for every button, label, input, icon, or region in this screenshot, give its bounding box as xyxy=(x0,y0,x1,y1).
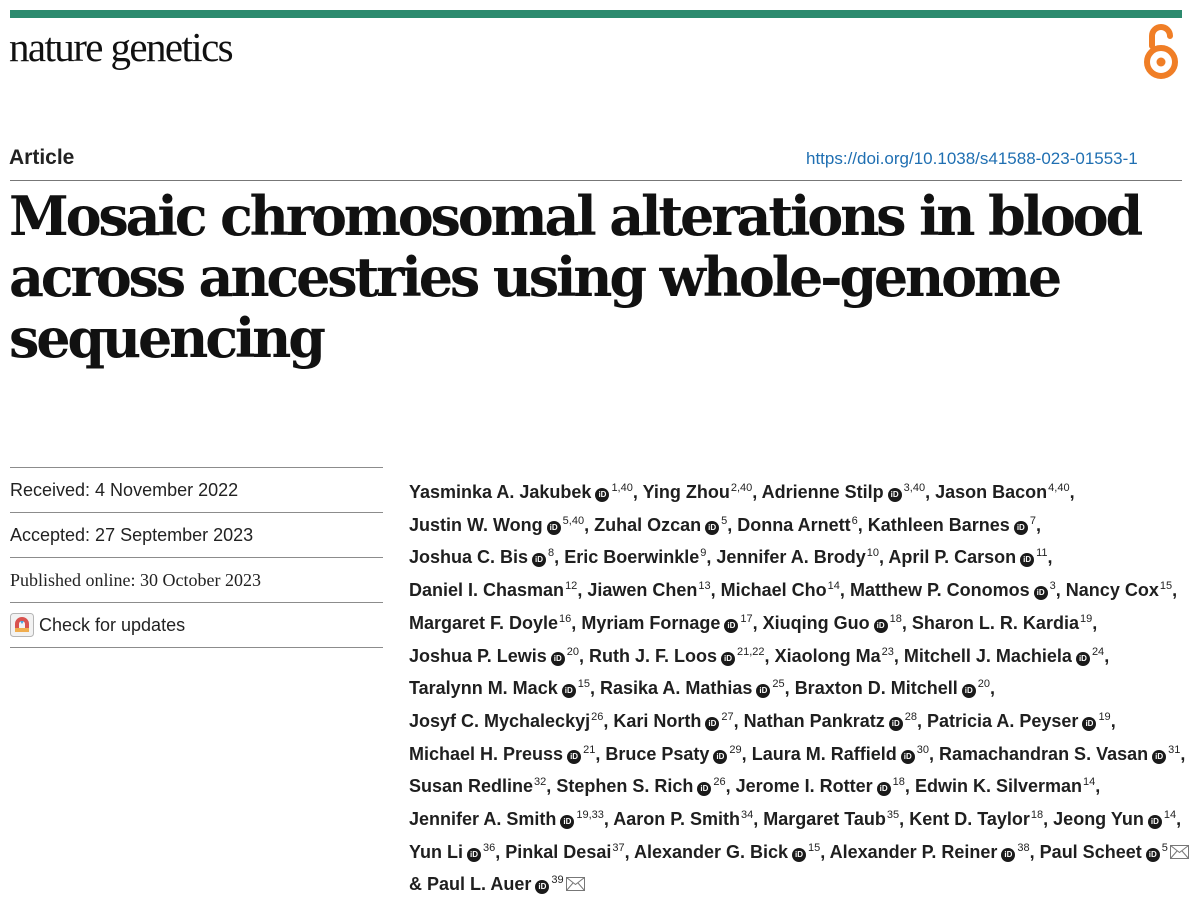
affiliation-marker[interactable]: 37 xyxy=(612,841,625,854)
author-entry xyxy=(587,580,715,600)
open-access-lock-icon[interactable] xyxy=(1141,22,1181,82)
author-entry xyxy=(643,482,758,502)
author-entry xyxy=(409,515,589,535)
article-type: Article xyxy=(9,146,75,169)
check-for-updates-label: Check for updates xyxy=(39,614,186,635)
affiliation-marker[interactable]: 21,22 xyxy=(737,645,765,658)
author-entry xyxy=(736,776,910,796)
author-separator: , xyxy=(1047,547,1053,568)
author-separator: , xyxy=(725,776,731,797)
affiliation-marker[interactable]: 13 xyxy=(698,580,711,593)
author-name[interactable]: Margaret F. Doyle xyxy=(409,612,559,633)
author-entry xyxy=(409,646,584,666)
orcid-icon[interactable]: iD xyxy=(697,782,711,796)
author-separator: , xyxy=(577,580,583,601)
affiliation-marker[interactable]: 15 xyxy=(808,841,821,854)
author-separator: , xyxy=(753,809,759,830)
affiliation-marker[interactable]: 24 xyxy=(1091,645,1105,658)
author-name[interactable]: Patricia A. Peyser xyxy=(927,710,1079,731)
email-icon[interactable] xyxy=(1170,845,1189,859)
affiliation-marker[interactable]: 19 xyxy=(1079,612,1093,625)
author-separator: , xyxy=(571,612,577,633)
author-name[interactable]: Mitchell J. Machiela xyxy=(903,645,1072,666)
author-separator: , xyxy=(603,710,609,731)
orcid-icon[interactable]: iD xyxy=(532,553,546,567)
author-separator: , xyxy=(879,547,885,568)
author-entry xyxy=(909,809,1048,829)
author-separator: , xyxy=(495,841,501,862)
author-separator: , xyxy=(916,710,922,731)
author-entry xyxy=(427,874,585,894)
author-name[interactable]: Margaret Taub xyxy=(763,809,886,830)
orcid-icon[interactable]: iD xyxy=(547,521,561,535)
author-entry xyxy=(613,711,738,731)
doi-link[interactable]: https://doi.org/10.1038/s41588-023-01553-1 xyxy=(806,149,1138,168)
author-name[interactable]: Kathleen Barnes xyxy=(867,514,1010,535)
author-entry xyxy=(589,646,770,666)
author-entry xyxy=(716,547,884,567)
author-separator: , xyxy=(928,743,934,764)
affiliation-marker[interactable]: 35 xyxy=(886,809,900,822)
author-separator: , xyxy=(706,547,712,568)
author-separator: , xyxy=(925,482,931,502)
affiliation-marker[interactable]: 38 xyxy=(1017,841,1030,854)
author-separator: , xyxy=(820,841,826,862)
author-entry xyxy=(737,515,862,535)
author-entry xyxy=(409,711,608,731)
author-separator: , xyxy=(727,514,733,535)
author-entry xyxy=(1040,842,1189,862)
author-name[interactable]: Yasminka A. Jakubek xyxy=(409,482,592,502)
author-name[interactable]: Jennifer A. Smith xyxy=(409,809,557,830)
author-separator: , xyxy=(752,612,758,633)
orcid-icon[interactable]: iD xyxy=(562,684,576,698)
author-name[interactable]: Paul L. Auer xyxy=(427,874,532,895)
author-entry xyxy=(775,646,899,666)
author-entry xyxy=(912,613,1097,633)
published-date: Published online: 30 October 2023 xyxy=(10,557,383,602)
author-name[interactable]: Nancy Cox xyxy=(1065,580,1159,601)
affiliation-marker[interactable]: 34 xyxy=(740,809,754,822)
orcid-icon[interactable]: iD xyxy=(724,619,738,633)
author-separator: , xyxy=(546,776,552,797)
author-name[interactable]: Adrienne Stilp xyxy=(761,482,884,502)
orcid-icon[interactable]: iD xyxy=(560,815,574,829)
author-entry xyxy=(830,842,1035,862)
orcid-icon[interactable]: iD xyxy=(721,652,735,666)
author-name[interactable]: Alexander P. Reiner xyxy=(829,841,998,862)
author-entry xyxy=(721,580,845,600)
affiliation-marker[interactable]: 29 xyxy=(729,743,742,756)
author-separator: , xyxy=(839,580,845,601)
author-separator: , xyxy=(1055,580,1061,601)
affiliation-marker[interactable]: 9 xyxy=(700,547,707,560)
author-name[interactable]: Matthew P. Conomos xyxy=(849,580,1030,601)
author-separator: , xyxy=(624,841,630,862)
author-name[interactable]: Pinkal Desai xyxy=(505,841,612,862)
author-separator: , xyxy=(752,482,758,502)
author-separator: , xyxy=(784,678,790,699)
author-separator: , xyxy=(554,547,560,568)
author-separator: , xyxy=(733,710,739,731)
affiliation-marker[interactable]: 39 xyxy=(551,874,564,887)
author-name[interactable]: Myriam Fornage xyxy=(581,612,721,633)
author-name[interactable]: Michael Cho xyxy=(720,580,827,601)
author-name[interactable]: Bruce Psaty xyxy=(605,743,710,764)
author-name[interactable]: Paul Scheet xyxy=(1039,841,1142,862)
author-entry xyxy=(409,678,595,698)
affiliation-marker[interactable]: 3 xyxy=(1049,580,1056,593)
header-divider xyxy=(10,180,1182,181)
author-name[interactable]: Aaron P. Smith xyxy=(613,809,740,830)
affiliation-marker[interactable]: 14 xyxy=(1163,809,1177,822)
author-name[interactable]: Jerome I. Rotter xyxy=(735,776,873,797)
author-entry xyxy=(1066,580,1177,600)
author-separator: , xyxy=(710,580,716,601)
author-entry xyxy=(409,842,500,862)
author-entry xyxy=(409,776,551,796)
affiliation-marker[interactable]: 27 xyxy=(721,710,734,723)
affiliation-marker[interactable]: 14 xyxy=(827,580,840,593)
affiliation-marker[interactable]: 16 xyxy=(559,612,572,625)
author-name[interactable]: Michael H. Preuss xyxy=(409,743,564,764)
author-name[interactable]: Joshua C. Bis xyxy=(409,547,529,568)
author-entry xyxy=(409,809,609,829)
author-separator: , xyxy=(741,743,747,764)
affiliation-marker[interactable]: 31 xyxy=(1168,743,1181,756)
orcid-icon[interactable]: iD xyxy=(792,848,806,862)
affiliation-marker[interactable]: 30 xyxy=(916,743,929,756)
orcid-icon[interactable]: iD xyxy=(705,717,719,731)
author-entry xyxy=(904,646,1109,666)
author-name[interactable]: Sharon L. R. Kardia xyxy=(911,612,1079,633)
author-entry xyxy=(613,809,758,829)
orcid-icon[interactable]: iD xyxy=(567,750,581,764)
author-name[interactable]: Jennifer A. Brody xyxy=(716,547,866,568)
orcid-icon[interactable]: iD xyxy=(1076,652,1090,666)
author-name[interactable]: Kent D. Taylor xyxy=(909,809,1030,830)
author-name[interactable]: Braxton D. Mitchell xyxy=(794,678,958,699)
email-icon[interactable] xyxy=(566,877,585,891)
author-entry xyxy=(564,547,711,567)
author-entry xyxy=(505,842,629,862)
author-name[interactable]: Nathan Pankratz xyxy=(743,710,885,731)
affiliation-marker[interactable]: 14 xyxy=(1083,776,1096,789)
affiliation-marker[interactable]: 15 xyxy=(1159,580,1173,593)
affiliation-marker[interactable]: 7 xyxy=(1029,514,1036,527)
affiliation-marker[interactable]: 19 xyxy=(1098,710,1111,723)
affiliation-marker[interactable]: 3,40 xyxy=(903,482,926,494)
author-separator: , xyxy=(1110,710,1116,731)
author-separator: , xyxy=(1095,776,1101,797)
orcid-icon[interactable]: iD xyxy=(1152,750,1166,764)
author-separator: , xyxy=(1176,809,1182,830)
author-separator: , xyxy=(989,678,995,699)
author-name[interactable]: Daniel I. Chasman xyxy=(409,580,565,601)
orcid-icon[interactable]: iD xyxy=(877,782,891,796)
author-separator: , xyxy=(603,809,609,830)
author-name[interactable]: Xiaolong Ma xyxy=(774,645,881,666)
author-name[interactable]: Jiawen Chen xyxy=(587,580,698,601)
author-entry xyxy=(927,711,1116,731)
author-separator: , xyxy=(764,645,770,666)
affiliation-marker[interactable]: 20 xyxy=(566,645,579,658)
author-entry xyxy=(409,613,576,633)
author-separator: , xyxy=(1035,514,1041,535)
affiliation-marker[interactable]: 20 xyxy=(977,678,990,691)
affiliation-marker[interactable]: 2,40 xyxy=(730,482,753,494)
author-separator: , xyxy=(632,482,638,502)
author-name[interactable]: Edwin K. Silverman xyxy=(914,776,1082,797)
affiliation-marker[interactable]: 17 xyxy=(740,612,753,625)
orcid-icon[interactable]: iD xyxy=(874,619,888,633)
affiliation-marker[interactable]: 25 xyxy=(772,678,785,691)
affiliation-marker[interactable]: 15 xyxy=(577,678,590,691)
author-entry xyxy=(581,613,757,633)
affiliation-marker[interactable]: 26 xyxy=(713,776,726,789)
orcid-icon[interactable]: iD xyxy=(889,717,903,731)
orcid-icon[interactable]: iD xyxy=(888,488,902,502)
affiliation-marker[interactable]: 11 xyxy=(1036,547,1048,560)
orcid-icon[interactable]: iD xyxy=(962,684,976,698)
author-separator: , xyxy=(589,678,595,699)
affiliation-marker[interactable]: 28 xyxy=(904,710,917,723)
affiliation-marker[interactable]: 23 xyxy=(881,645,894,658)
affiliation-marker[interactable]: 18 xyxy=(892,776,905,789)
affiliation-marker[interactable]: 6 xyxy=(851,514,858,527)
orcid-icon[interactable]: iD xyxy=(1082,717,1096,731)
author-entry xyxy=(888,547,1052,567)
accepted-date: Accepted: 27 September 2023 xyxy=(10,512,383,557)
author-entry xyxy=(409,482,638,502)
author-separator: , xyxy=(899,809,905,830)
affiliation-marker[interactable]: 21 xyxy=(583,743,596,756)
author-name[interactable]: Justin W. Wong xyxy=(409,514,543,535)
author-entry xyxy=(556,776,730,796)
author-entry xyxy=(868,515,1041,535)
author-entry xyxy=(795,678,995,698)
affiliation-marker[interactable]: 1,40 xyxy=(611,482,633,494)
author-separator: , xyxy=(904,776,910,797)
author-separator: , xyxy=(893,645,899,666)
orcid-icon[interactable]: iD xyxy=(1146,848,1160,862)
author-entry xyxy=(935,482,1074,502)
affiliation-marker[interactable]: 12 xyxy=(565,580,578,593)
author-entry xyxy=(409,744,600,764)
author-entry xyxy=(605,744,746,764)
affiliation-marker[interactable]: 32 xyxy=(534,776,547,789)
author-name[interactable]: Donna Arnett xyxy=(737,514,851,535)
publication-history xyxy=(10,467,383,648)
author-entry xyxy=(762,482,930,502)
orcid-icon[interactable]: iD xyxy=(1148,815,1162,829)
author-name[interactable]: Stephen S. Rich xyxy=(556,776,694,797)
author-separator: , xyxy=(595,743,601,764)
journal-accent-bar xyxy=(10,10,1182,18)
author-separator: , xyxy=(857,514,863,535)
affiliation-marker[interactable]: 19,33 xyxy=(576,809,604,822)
author-name[interactable]: Taralynn M. Mack xyxy=(409,678,558,699)
check-for-updates-button[interactable] xyxy=(10,613,185,637)
author-name[interactable]: Jeong Yun xyxy=(1053,809,1144,830)
author-entry xyxy=(600,678,790,698)
author-separator: , xyxy=(1092,612,1098,633)
author-entry xyxy=(409,580,582,600)
author-entry xyxy=(850,580,1061,600)
orcid-icon[interactable]: iD xyxy=(756,684,770,698)
orcid-icon[interactable]: iD xyxy=(1020,553,1034,567)
author-separator: , xyxy=(1069,482,1075,502)
author-separator: , xyxy=(1180,743,1186,764)
affiliation-marker[interactable]: 18 xyxy=(1030,809,1044,822)
author-name[interactable]: Josyf C. Mychaleckyj xyxy=(409,710,591,731)
author-entry xyxy=(409,547,559,567)
orcid-icon[interactable]: iD xyxy=(713,750,727,764)
author-entry xyxy=(634,842,825,862)
author-name[interactable]: Kari North xyxy=(613,710,702,731)
author-name[interactable]: Yun Li xyxy=(409,841,463,862)
orcid-icon[interactable]: iD xyxy=(535,880,549,894)
author-entry xyxy=(939,744,1185,764)
affiliation-marker[interactable]: 10 xyxy=(866,547,880,560)
author-conjunction: & xyxy=(409,874,422,895)
author-name[interactable]: Ying Zhou xyxy=(642,482,730,502)
author-separator: , xyxy=(1043,809,1049,830)
orcid-icon[interactable]: iD xyxy=(705,521,719,535)
author-name[interactable]: Susan Redline xyxy=(409,776,534,797)
author-name[interactable]: Jason Bacon xyxy=(935,482,1048,502)
affiliation-marker[interactable]: 36 xyxy=(483,841,496,854)
affiliation-marker[interactable]: 4,40 xyxy=(1048,482,1070,494)
author-name[interactable]: Alexander G. Bick xyxy=(633,841,789,862)
author-name[interactable]: Ramachandran S. Vasan xyxy=(939,743,1149,764)
author-separator: , xyxy=(1104,645,1110,666)
author-name[interactable]: Joshua P. Lewis xyxy=(409,645,547,666)
orcid-icon[interactable]: iD xyxy=(1001,848,1015,862)
orcid-icon[interactable]: iD xyxy=(467,848,481,862)
author-entry xyxy=(594,515,732,535)
affiliation-marker[interactable]: 5 xyxy=(721,514,728,527)
crossmark-icon xyxy=(10,613,34,637)
orcid-icon[interactable]: iD xyxy=(551,652,565,666)
orcid-icon[interactable]: iD xyxy=(901,750,915,764)
affiliation-marker[interactable]: 26 xyxy=(591,710,604,723)
received-date: Received: 4 November 2022 xyxy=(10,467,383,512)
author-separator: , xyxy=(1172,580,1178,601)
affiliation-marker[interactable]: 8 xyxy=(548,547,555,560)
author-name[interactable]: Ruth J. F. Loos xyxy=(589,645,718,666)
author-entry xyxy=(763,809,904,829)
author-separator: , xyxy=(901,612,907,633)
author-entry xyxy=(915,776,1100,796)
orcid-icon[interactable]: iD xyxy=(595,488,609,502)
author-name[interactable]: Eric Boerwinkle xyxy=(564,547,700,568)
author-name[interactable]: Zuhal Ozcan xyxy=(594,514,702,535)
author-separator: , xyxy=(584,514,590,535)
author-list xyxy=(409,474,1189,899)
journal-name[interactable]: nature genetics xyxy=(9,24,233,70)
affiliation-marker[interactable]: 5,40 xyxy=(562,514,585,527)
author-separator: , xyxy=(578,645,584,666)
affiliation-marker[interactable]: 18 xyxy=(889,612,902,625)
article-title: Mosaic chromosomal alterations in blood across ancestries using whole-genome sequencing xyxy=(9,184,1141,370)
author-separator: , xyxy=(1029,841,1035,862)
author-entry xyxy=(744,711,922,731)
author-entry xyxy=(752,744,934,764)
author-name[interactable]: Xiuqing Guo xyxy=(762,612,870,633)
author-entry xyxy=(763,613,907,633)
affiliation-marker[interactable]: 5 xyxy=(1161,841,1168,854)
author-name[interactable]: Rasika A. Mathias xyxy=(600,678,753,699)
orcid-icon[interactable]: iD xyxy=(1014,521,1028,535)
orcid-icon[interactable]: iD xyxy=(1034,586,1048,600)
author-entry xyxy=(1053,809,1181,829)
author-name[interactable]: April P. Carson xyxy=(888,547,1017,568)
check-updates-row xyxy=(10,602,383,648)
author-name[interactable]: Laura M. Raffield xyxy=(751,743,897,764)
